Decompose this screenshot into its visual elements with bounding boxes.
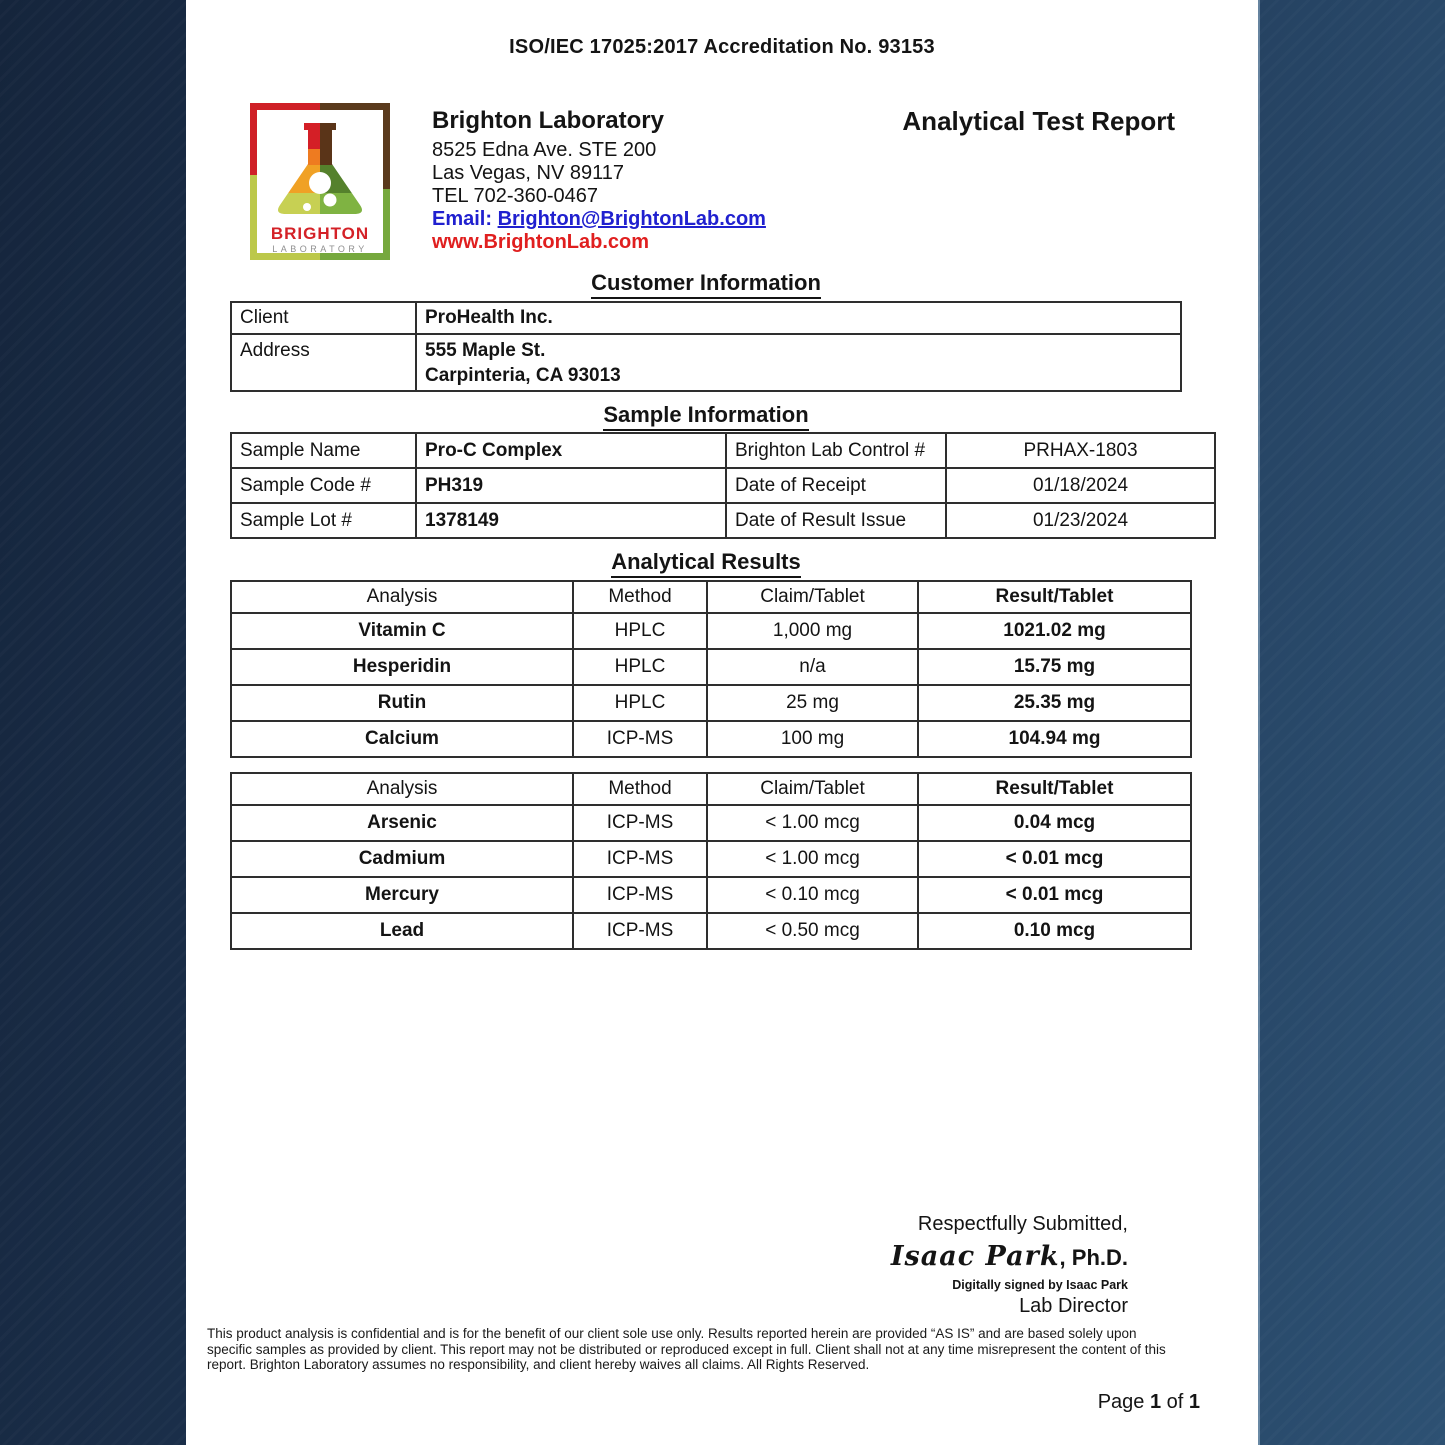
col-analysis: Analysis [231,773,573,805]
accreditation-line: ISO/IEC 17025:2017 Accreditation No. 93153 [509,36,935,58]
table-cell: ICP-MS [573,877,707,913]
table-cell: ICP-MS [573,805,707,841]
table-cell: 0.10 mcg [918,913,1191,949]
address-label: Address [231,334,416,391]
table-cell: 25.35 mg [918,685,1191,721]
table-cell: Rutin [231,685,573,721]
table-cell: HPLC [573,649,707,685]
table-row [231,913,1191,949]
table-cell: < 1.00 mcg [707,805,918,841]
table-cell: Lead [231,913,573,949]
col-analysis: Analysis [231,581,573,613]
table-row [231,433,1215,468]
address-value: 555 Maple St. Carpinteria, CA 93013 [416,334,1181,391]
bubble-icon [309,172,331,194]
table-row [231,721,1191,757]
sample-name-value: Pro-C Complex [416,433,726,468]
disclaimer-text: This product analysis is confidential and is for the benefit of our client sole use only. Results reported herein are provided “AS IS” and are based solely upon specific samples as provided by client. This report may not be distributed or reproduced except in full. Client shall not at any time misrepresent the content of this report. Brighton Laboratory assumes no responsibility, and client hereby waives all claims. All Rights Reserved. [207,1326,1166,1373]
signature-block [891,1213,1128,1318]
bubble-icon [303,203,311,211]
report-title: Analytical Test Report [902,106,1175,136]
table-cell: 104.94 mg [918,721,1191,757]
date-receipt-value: 01/18/2024 [946,468,1215,503]
table-header-row [231,773,1191,805]
analytical-results-heading: Analytical Results [230,549,1182,578]
lab-control-label: Brighton Lab Control # [726,433,946,468]
table-cell: 25 mg [707,685,918,721]
date-receipt-label: Date of Receipt [726,468,946,503]
email-link[interactable]: Brighton@BrightonLab.com [497,208,766,230]
table-row [231,685,1191,721]
col-claim: Claim/Tablet [707,581,918,613]
table-cell: 0.04 mcg [918,805,1191,841]
table-cell: Cadmium [231,841,573,877]
table-cell: < 1.00 mcg [707,841,918,877]
date-issue-value: 01/23/2024 [946,503,1215,538]
table-cell: < 0.50 mcg [707,913,918,949]
table-row [231,468,1215,503]
table-row [231,334,1181,391]
brighton-lab-logo [250,103,390,260]
table-row [231,877,1191,913]
sample-code-label: Sample Code # [231,468,416,503]
date-issue-label: Date of Result Issue [726,503,946,538]
table-cell: 100 mg [707,721,918,757]
page-number: Page 1 of 1 [1097,1391,1200,1413]
lab-contact-block [432,108,766,254]
col-method: Method [573,581,707,613]
table-row [231,805,1191,841]
col-claim: Claim/Tablet [707,773,918,805]
logo-brand-text: BRIGHTON [270,224,370,243]
table-cell: Arsenic [231,805,573,841]
signature-script: Isaac Park [890,1241,1060,1272]
table-cell: Calcium [231,721,573,757]
table-cell: ICP-MS [573,913,707,949]
sample-lot-label: Sample Lot # [231,503,416,538]
lab-control-value: PRHAX-1803 [946,433,1215,468]
client-label: Client [231,302,416,334]
signature-salutation: Respectfully Submitted, [917,1213,1128,1235]
customer-information-heading: Customer Information [230,270,1182,299]
table-row [231,613,1191,649]
sample-name-label: Sample Name [231,433,416,468]
logo-sub-text: LABORATORY [272,244,368,254]
table-cell: Mercury [231,877,573,913]
col-result: Result/Tablet [918,581,1191,613]
table-cell: n/a [707,649,918,685]
sample-lot-value: 1378149 [416,503,726,538]
table-cell: 1,000 mg [707,613,918,649]
signature-name: Isaac Park, Ph.D. [890,1241,1128,1272]
table-cell: 15.75 mg [918,649,1191,685]
lab-email-line [432,208,766,231]
bubble-icon [324,194,337,207]
table-row [231,649,1191,685]
table-row [231,841,1191,877]
table-row [231,302,1181,334]
lab-website: www.BrightonLab.com [432,231,650,253]
analytical-results-table-1 [230,580,1192,758]
table-row [231,503,1215,538]
analytical-results-table-2 [230,772,1192,950]
report-page [186,0,1258,1445]
col-result: Result/Tablet [918,773,1191,805]
lab-address-line2: Las Vegas, NV 89117 [432,162,624,184]
signer-role: Lab Director [1019,1295,1128,1317]
customer-information-table [230,301,1182,392]
client-value: ProHealth Inc. [416,302,1181,334]
sample-information-heading: Sample Information [230,402,1182,431]
sample-information-table [230,432,1216,539]
page-content [230,0,1182,1445]
lab-name: Brighton Laboratory [432,107,664,134]
table-cell: Vitamin C [231,613,573,649]
table-header-row [231,581,1191,613]
table-cell: < 0.01 mcg [918,841,1191,877]
table-cell: 1021.02 mg [918,613,1191,649]
table-cell: ICP-MS [573,841,707,877]
table-cell: Hesperidin [231,649,573,685]
email-label: Email: [432,208,498,230]
table-cell: < 0.01 mcg [918,877,1191,913]
table-cell: HPLC [573,685,707,721]
table-cell: HPLC [573,613,707,649]
table-cell: < 0.10 mcg [707,877,918,913]
sample-code-value: PH319 [416,468,726,503]
col-method: Method [573,773,707,805]
digital-signature-note: Digitally signed by Isaac Park [952,1278,1128,1292]
lab-address-line1: 8525 Edna Ave. STE 200 [432,139,657,161]
table-cell: ICP-MS [573,721,707,757]
lab-phone: TEL 702-360-0467 [432,185,599,207]
